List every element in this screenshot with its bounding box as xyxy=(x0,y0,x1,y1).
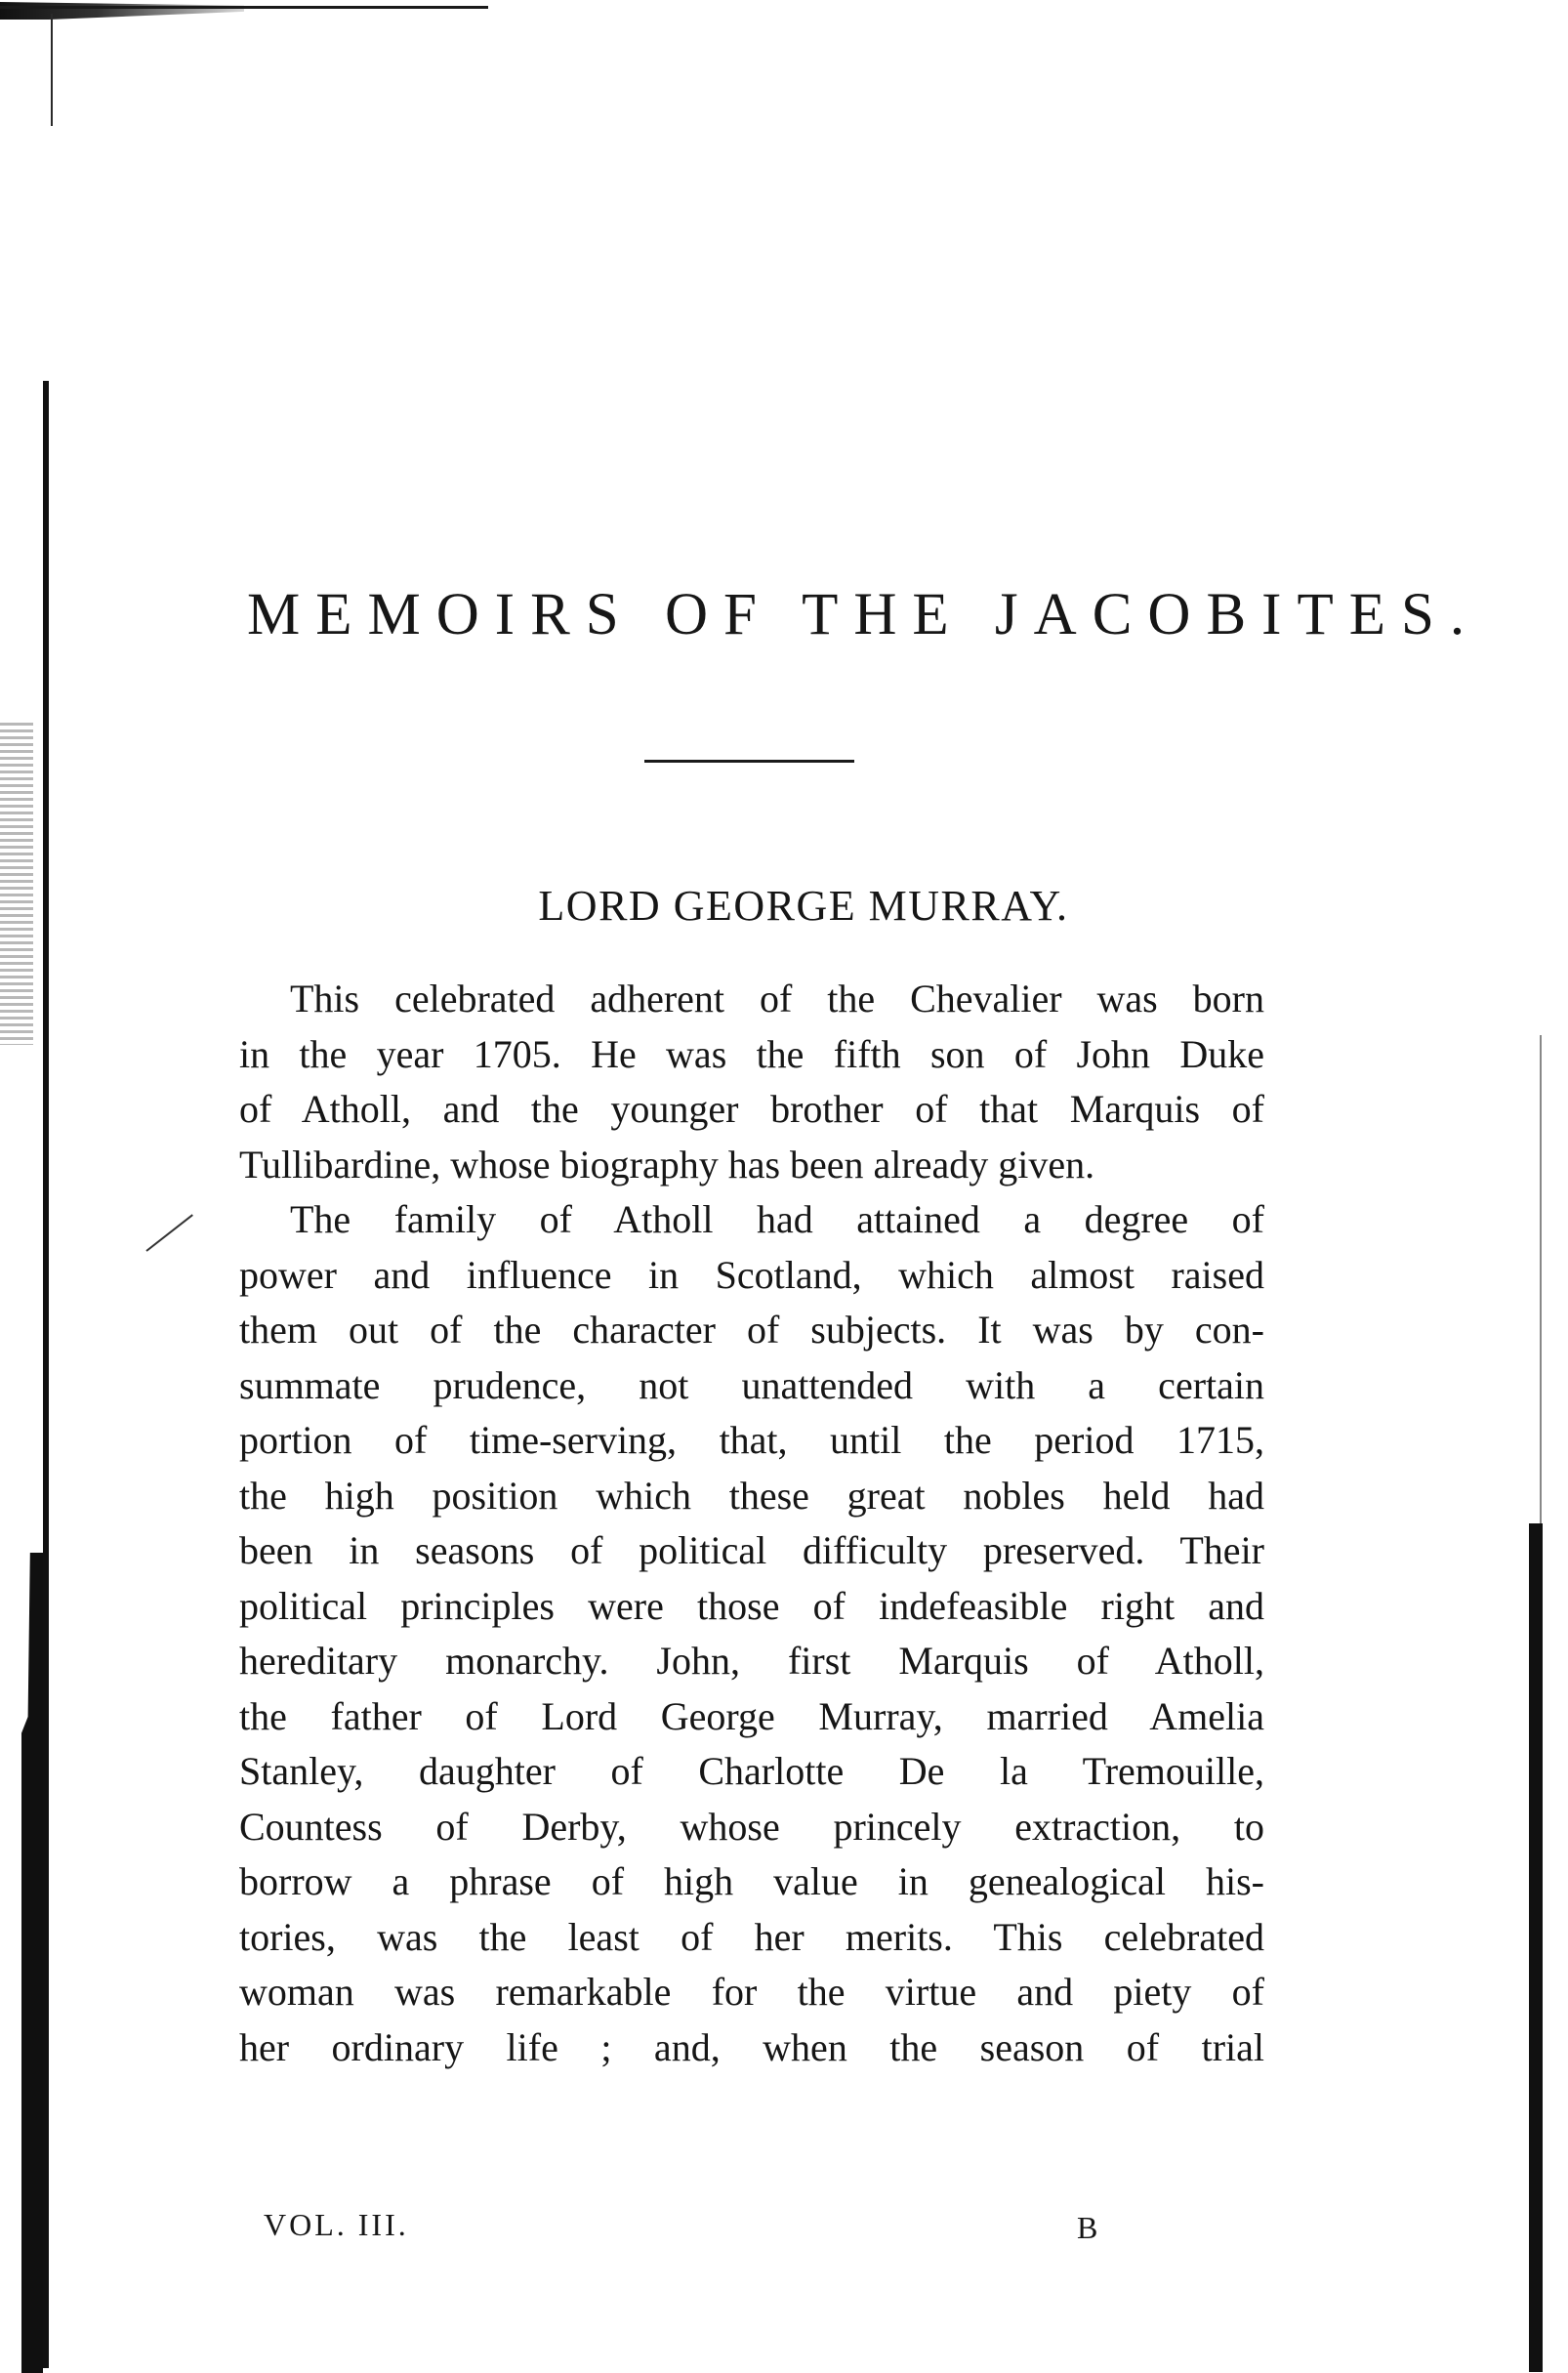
text-line: her ordinary life ; and, when the season of trial xyxy=(239,2024,1264,2069)
text-line: tories, was the least of her merits. This celebrated xyxy=(239,1914,1264,1959)
scan-artifact-left-edge xyxy=(43,381,49,2368)
text-line: This celebrated adherent of the Chevalier was born xyxy=(290,977,1264,1020)
text-line: Countess of Derby, whose princely extraction, to xyxy=(239,1804,1264,1849)
chapter-heading: LORD GEORGE MURRAY. xyxy=(538,882,1069,930)
text-line: Stanley, daughter of Charlotte De la Tremouille, xyxy=(239,1749,1264,1793)
running-title: MEMOIRS OF THE JACOBITES. xyxy=(247,582,1481,647)
margin-pencil-mark xyxy=(145,1214,193,1252)
gathering-mark: B xyxy=(1077,2210,1098,2245)
text-line: power and influence in Scotland, which almost raised xyxy=(239,1252,1264,1297)
text-line: portion of time-serving, that, until the period 1715, xyxy=(239,1418,1264,1462)
text-line: been in seasons of political difficulty preserved. Their xyxy=(239,1528,1264,1572)
text-line: woman was remarkable for the virtue and piety of xyxy=(239,1970,1264,2014)
text-line: Tullibardine, whose biography has been already given. xyxy=(239,1142,1095,1186)
text-line: The family of Atholl had attained a degree of xyxy=(290,1197,1264,1241)
scan-artifact-right-thin xyxy=(1540,1035,1542,1523)
text-line: summate prudence, not unattended with a certain xyxy=(239,1362,1264,1407)
text-line: in the year 1705. He was the fifth son of John Duke xyxy=(239,1031,1264,1076)
scan-artifact-tick xyxy=(51,14,53,126)
text-line: them out of the character of subjects. It was by con- xyxy=(239,1308,1264,1352)
text-line: hereditary monarchy. John, first Marquis of Atholl, xyxy=(239,1639,1264,1683)
scan-artifact-top xyxy=(0,2,244,20)
text-line: of Atholl, and the younger brother of that Marquis of xyxy=(239,1087,1264,1131)
scan-artifact-left-edge-thick xyxy=(21,1553,43,2373)
text-line: the father of Lord George Murray, married Amelia xyxy=(239,1693,1264,1738)
signature-mark: VOL. III. xyxy=(264,2207,409,2242)
title-rule xyxy=(644,760,854,763)
text-line: the high position which these great nobles held had xyxy=(239,1473,1264,1518)
scan-artifact-top-rule xyxy=(0,6,488,9)
scan-artifact-right-edge xyxy=(1529,1523,1543,2372)
body-text xyxy=(239,972,1264,2075)
text-line: political principles were those of indefeasible right and xyxy=(239,1583,1264,1628)
text-line: borrow a phrase of high value in genealogical his- xyxy=(239,1859,1264,1903)
